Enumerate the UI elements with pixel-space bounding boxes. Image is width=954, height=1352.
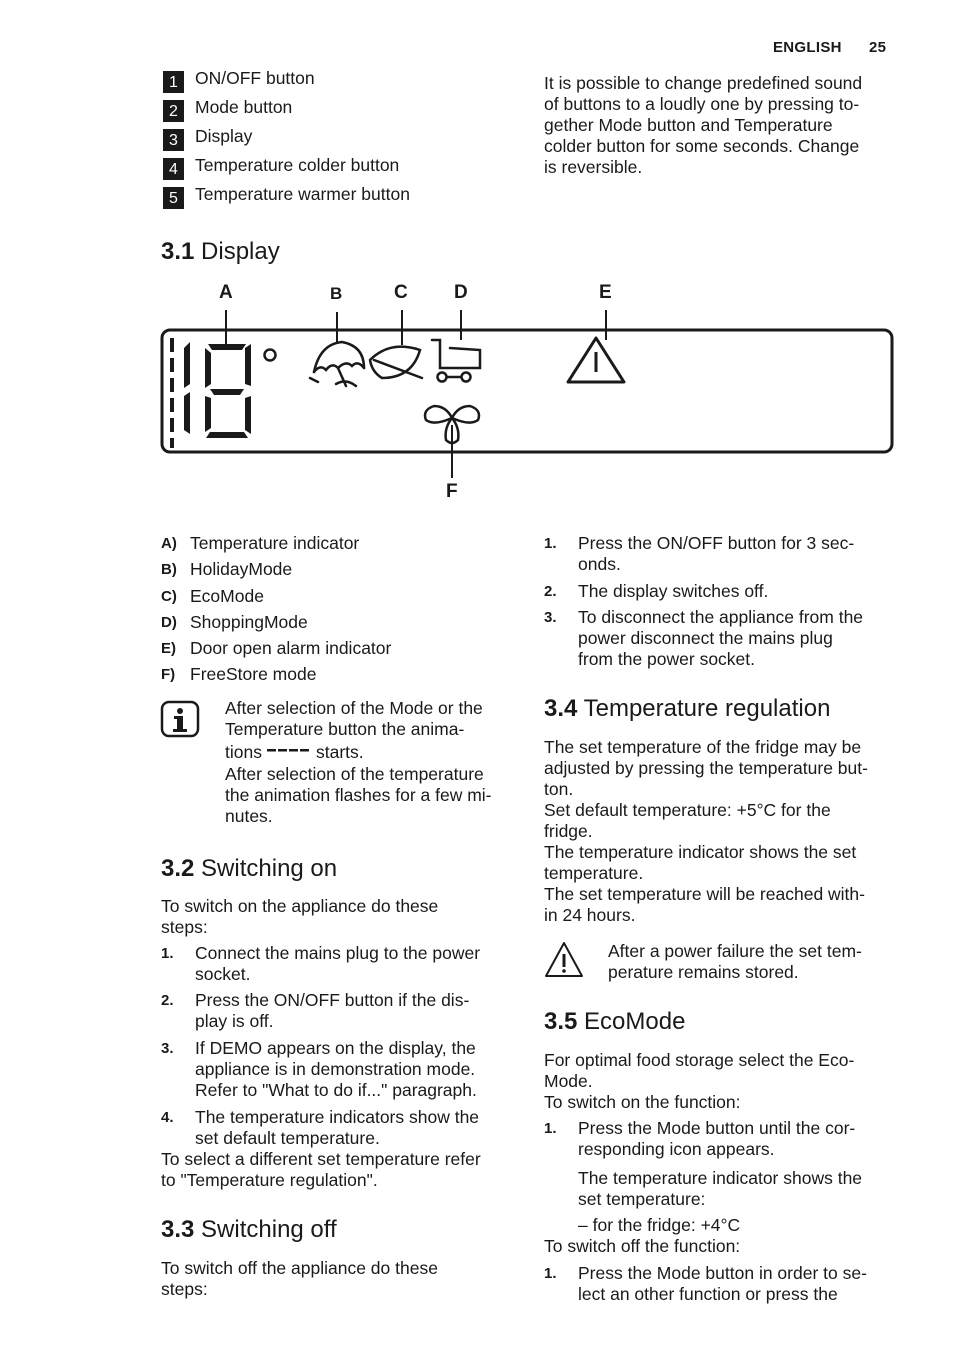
legend-label: Temperature warmer button (195, 183, 410, 204)
display-item (161, 664, 511, 686)
outro-line: to "Temperature regulation". (161, 1170, 378, 1190)
legend-label: ON/OFF button (195, 67, 315, 88)
item-key: F) (161, 666, 176, 683)
display-item (161, 533, 511, 555)
step-line: Connect the mains plug to the power (195, 943, 481, 963)
step-number: 1. (544, 1265, 557, 1282)
intro-line: To switch on the appliance do these (161, 896, 439, 916)
outro-line: To select a different set temperature refer (161, 1149, 481, 1169)
intro-line: To switch off the appliance do these (161, 1258, 438, 1278)
step-line: If DEMO appears on the display, the (195, 1038, 476, 1058)
paragraph-line: temperature. (544, 863, 644, 883)
legend-item (163, 182, 410, 206)
warning-icon (543, 940, 585, 980)
switching-off-intro (161, 1258, 521, 1300)
ecomode-intro (544, 1050, 914, 1113)
sound-note-line: It is possible to change predefined sound (544, 73, 863, 93)
item-key: C) (161, 588, 177, 605)
display-item (161, 559, 511, 581)
sub-line: set temperature: (578, 1189, 706, 1209)
step-item (161, 1107, 521, 1151)
item-text: ShoppingMode (190, 612, 308, 632)
legend-label: Temperature colder button (195, 154, 400, 175)
display-item (161, 638, 511, 660)
item-text: EcoMode (190, 586, 264, 606)
legend-label: Display (195, 125, 253, 146)
sound-note-line: is reversible. (544, 157, 643, 177)
step-item (544, 581, 904, 603)
paragraph-line: adjusted by pressing the temperature but- (544, 758, 868, 778)
step-line: play is off. (195, 1011, 274, 1031)
switching-on-outro (161, 1149, 521, 1191)
paragraph-line: The temperature indicator shows the set (544, 842, 857, 862)
legend-item (163, 153, 399, 177)
section-title: Temperature regulation (583, 695, 831, 722)
temperature-regulation-text (544, 737, 914, 926)
paragraph-line: fridge. (544, 821, 593, 841)
section-heading-switching-on (161, 855, 337, 883)
step-item (161, 990, 521, 1034)
header-language: ENGLISH (773, 39, 842, 56)
degree-symbol (265, 350, 276, 361)
info-note-text: starts. (315, 741, 364, 762)
diagram-label-e: E (599, 282, 612, 303)
display-item (161, 612, 511, 634)
sub-line: The temperature indicator shows the (578, 1168, 863, 1188)
sound-note-line: gether Mode button and Temperature (544, 115, 833, 135)
step-line: set default temperature. (195, 1128, 380, 1148)
warning-note (608, 941, 908, 983)
diagram-label-a: A (219, 282, 233, 303)
intro-line: For optimal food storage select the Eco- (544, 1050, 855, 1070)
intro-line: Mode. (544, 1071, 593, 1091)
step-line: Press the ON/OFF button for 3 sec- (578, 533, 855, 553)
paragraph-line: Set default temperature: +5°C for the (544, 800, 831, 820)
ecomode-off-intro: To switch off the function: (544, 1236, 741, 1256)
sound-note-line: colder button for some seconds. Change (544, 136, 860, 156)
item-key: A) (161, 535, 177, 552)
step-number: 1. (544, 1120, 557, 1137)
section-heading-switching-off (161, 1216, 337, 1244)
step-line: responding icon appears. (578, 1139, 775, 1159)
step-item (544, 533, 904, 577)
warning-line: perature remains stored. (608, 962, 799, 982)
step-item (161, 943, 521, 987)
step-item (161, 1038, 521, 1104)
section-number: 3.5 (544, 1008, 578, 1035)
paragraph-line: ton. (544, 779, 574, 799)
info-note-line: the animation flashes for a few mi- (225, 785, 492, 805)
step-line: The display switches off. (578, 581, 769, 601)
bar-segments (170, 338, 174, 448)
paragraph-line: The set temperature will be reached with- (544, 884, 865, 904)
section-title: Switching on (201, 855, 338, 882)
legend-item (163, 124, 252, 148)
step-line: Press the Mode button in order to se- (578, 1263, 867, 1283)
section-heading-ecomode (544, 1008, 685, 1036)
sound-note-line: of buttons to a loudly one by pressing to- (544, 94, 860, 114)
section-heading-display (161, 238, 280, 266)
step-item (544, 1118, 904, 1162)
item-text: Temperature indicator (190, 533, 360, 553)
step-number: 2. (544, 583, 557, 600)
step-line: Press the Mode button until the cor- (578, 1118, 856, 1138)
step-line: from the power socket. (578, 649, 756, 669)
ecomode-step-sub (578, 1168, 908, 1210)
info-note (225, 698, 525, 827)
legend-item (163, 66, 315, 90)
diagram-label-b: B (330, 284, 343, 303)
diagram-label-d: D (454, 282, 468, 303)
switching-on-intro (161, 896, 521, 938)
door-alarm-icon (568, 338, 624, 382)
diagram-label-f: F (446, 481, 458, 502)
shopping-cart-icon (432, 340, 480, 382)
item-key: D) (161, 614, 177, 631)
info-icon (160, 700, 200, 738)
info-note-line: After selection of the temperature (225, 764, 484, 784)
section-title: Display (201, 238, 280, 265)
diagram-label-c: C (394, 282, 408, 303)
paragraph-line: in 24 hours. (544, 905, 636, 925)
info-note-text: tions (225, 741, 262, 762)
step-number: 3. (161, 1040, 174, 1057)
section-title: EcoMode (584, 1008, 686, 1035)
item-key: B) (161, 561, 177, 578)
intro-line: steps: (161, 917, 208, 937)
info-note-line: After selection of the Mode or the (225, 698, 483, 718)
section-heading-temperature-regulation (544, 695, 830, 723)
step-line: power disconnect the mains plug (578, 628, 833, 648)
legend-number: 4 (163, 158, 184, 180)
intro-line: To switch on the function: (544, 1092, 741, 1112)
section-number: 3.3 (161, 1216, 195, 1243)
step-line: onds. (578, 554, 621, 574)
info-note-line: Temperature button the anima- (225, 719, 465, 739)
step-number: 1. (544, 535, 557, 552)
item-text: HolidayMode (190, 559, 293, 579)
display-diagram (150, 300, 910, 490)
step-number: 3. (544, 609, 557, 626)
holiday-icon (310, 342, 364, 386)
dash-animation-icon (266, 747, 312, 757)
section-number: 3.4 (544, 695, 578, 722)
legend-label: Mode button (195, 96, 293, 117)
legend-number: 3 (163, 129, 184, 151)
item-text: FreeStore mode (190, 664, 317, 684)
legend-number: 2 (163, 100, 184, 122)
intro-line: steps: (161, 1279, 208, 1299)
item-key: E) (161, 640, 176, 657)
legend-number: 5 (163, 187, 184, 209)
display-item (161, 586, 511, 608)
step-line: Refer to "What to do if..." paragraph. (195, 1080, 477, 1100)
info-note-line (225, 740, 525, 764)
step-line: lect an other function or press the (578, 1284, 838, 1304)
legend-item (163, 95, 292, 119)
paragraph-line: The set temperature of the fridge may be (544, 737, 862, 757)
step-line: To disconnect the appliance from the (578, 607, 864, 627)
step-line: The temperature indicators show the (195, 1107, 480, 1127)
step-line: socket. (195, 964, 251, 984)
section-title: Switching off (201, 1216, 337, 1243)
step-number: 2. (161, 992, 174, 1009)
page-number: 25 (869, 39, 887, 56)
item-text: Door open alarm indicator (190, 638, 392, 658)
sound-note (544, 73, 904, 178)
section-number: 3.1 (161, 238, 195, 265)
legend-number: 1 (163, 71, 184, 93)
section-number: 3.2 (161, 855, 195, 882)
temperature-digits (184, 342, 251, 438)
step-item (544, 1263, 904, 1307)
step-number: 1. (161, 945, 174, 962)
step-line: appliance is in demonstration mode. (195, 1059, 476, 1079)
info-note-line: nutes. (225, 806, 273, 826)
ecomode-dash-item: – for the fridge: +4°C (578, 1215, 741, 1235)
step-line: Press the ON/OFF button if the dis- (195, 990, 470, 1010)
step-number: 4. (161, 1109, 174, 1126)
warning-line: After a power failure the set tem- (608, 941, 862, 961)
step-item (544, 607, 904, 673)
eco-leaf-icon (370, 347, 422, 378)
